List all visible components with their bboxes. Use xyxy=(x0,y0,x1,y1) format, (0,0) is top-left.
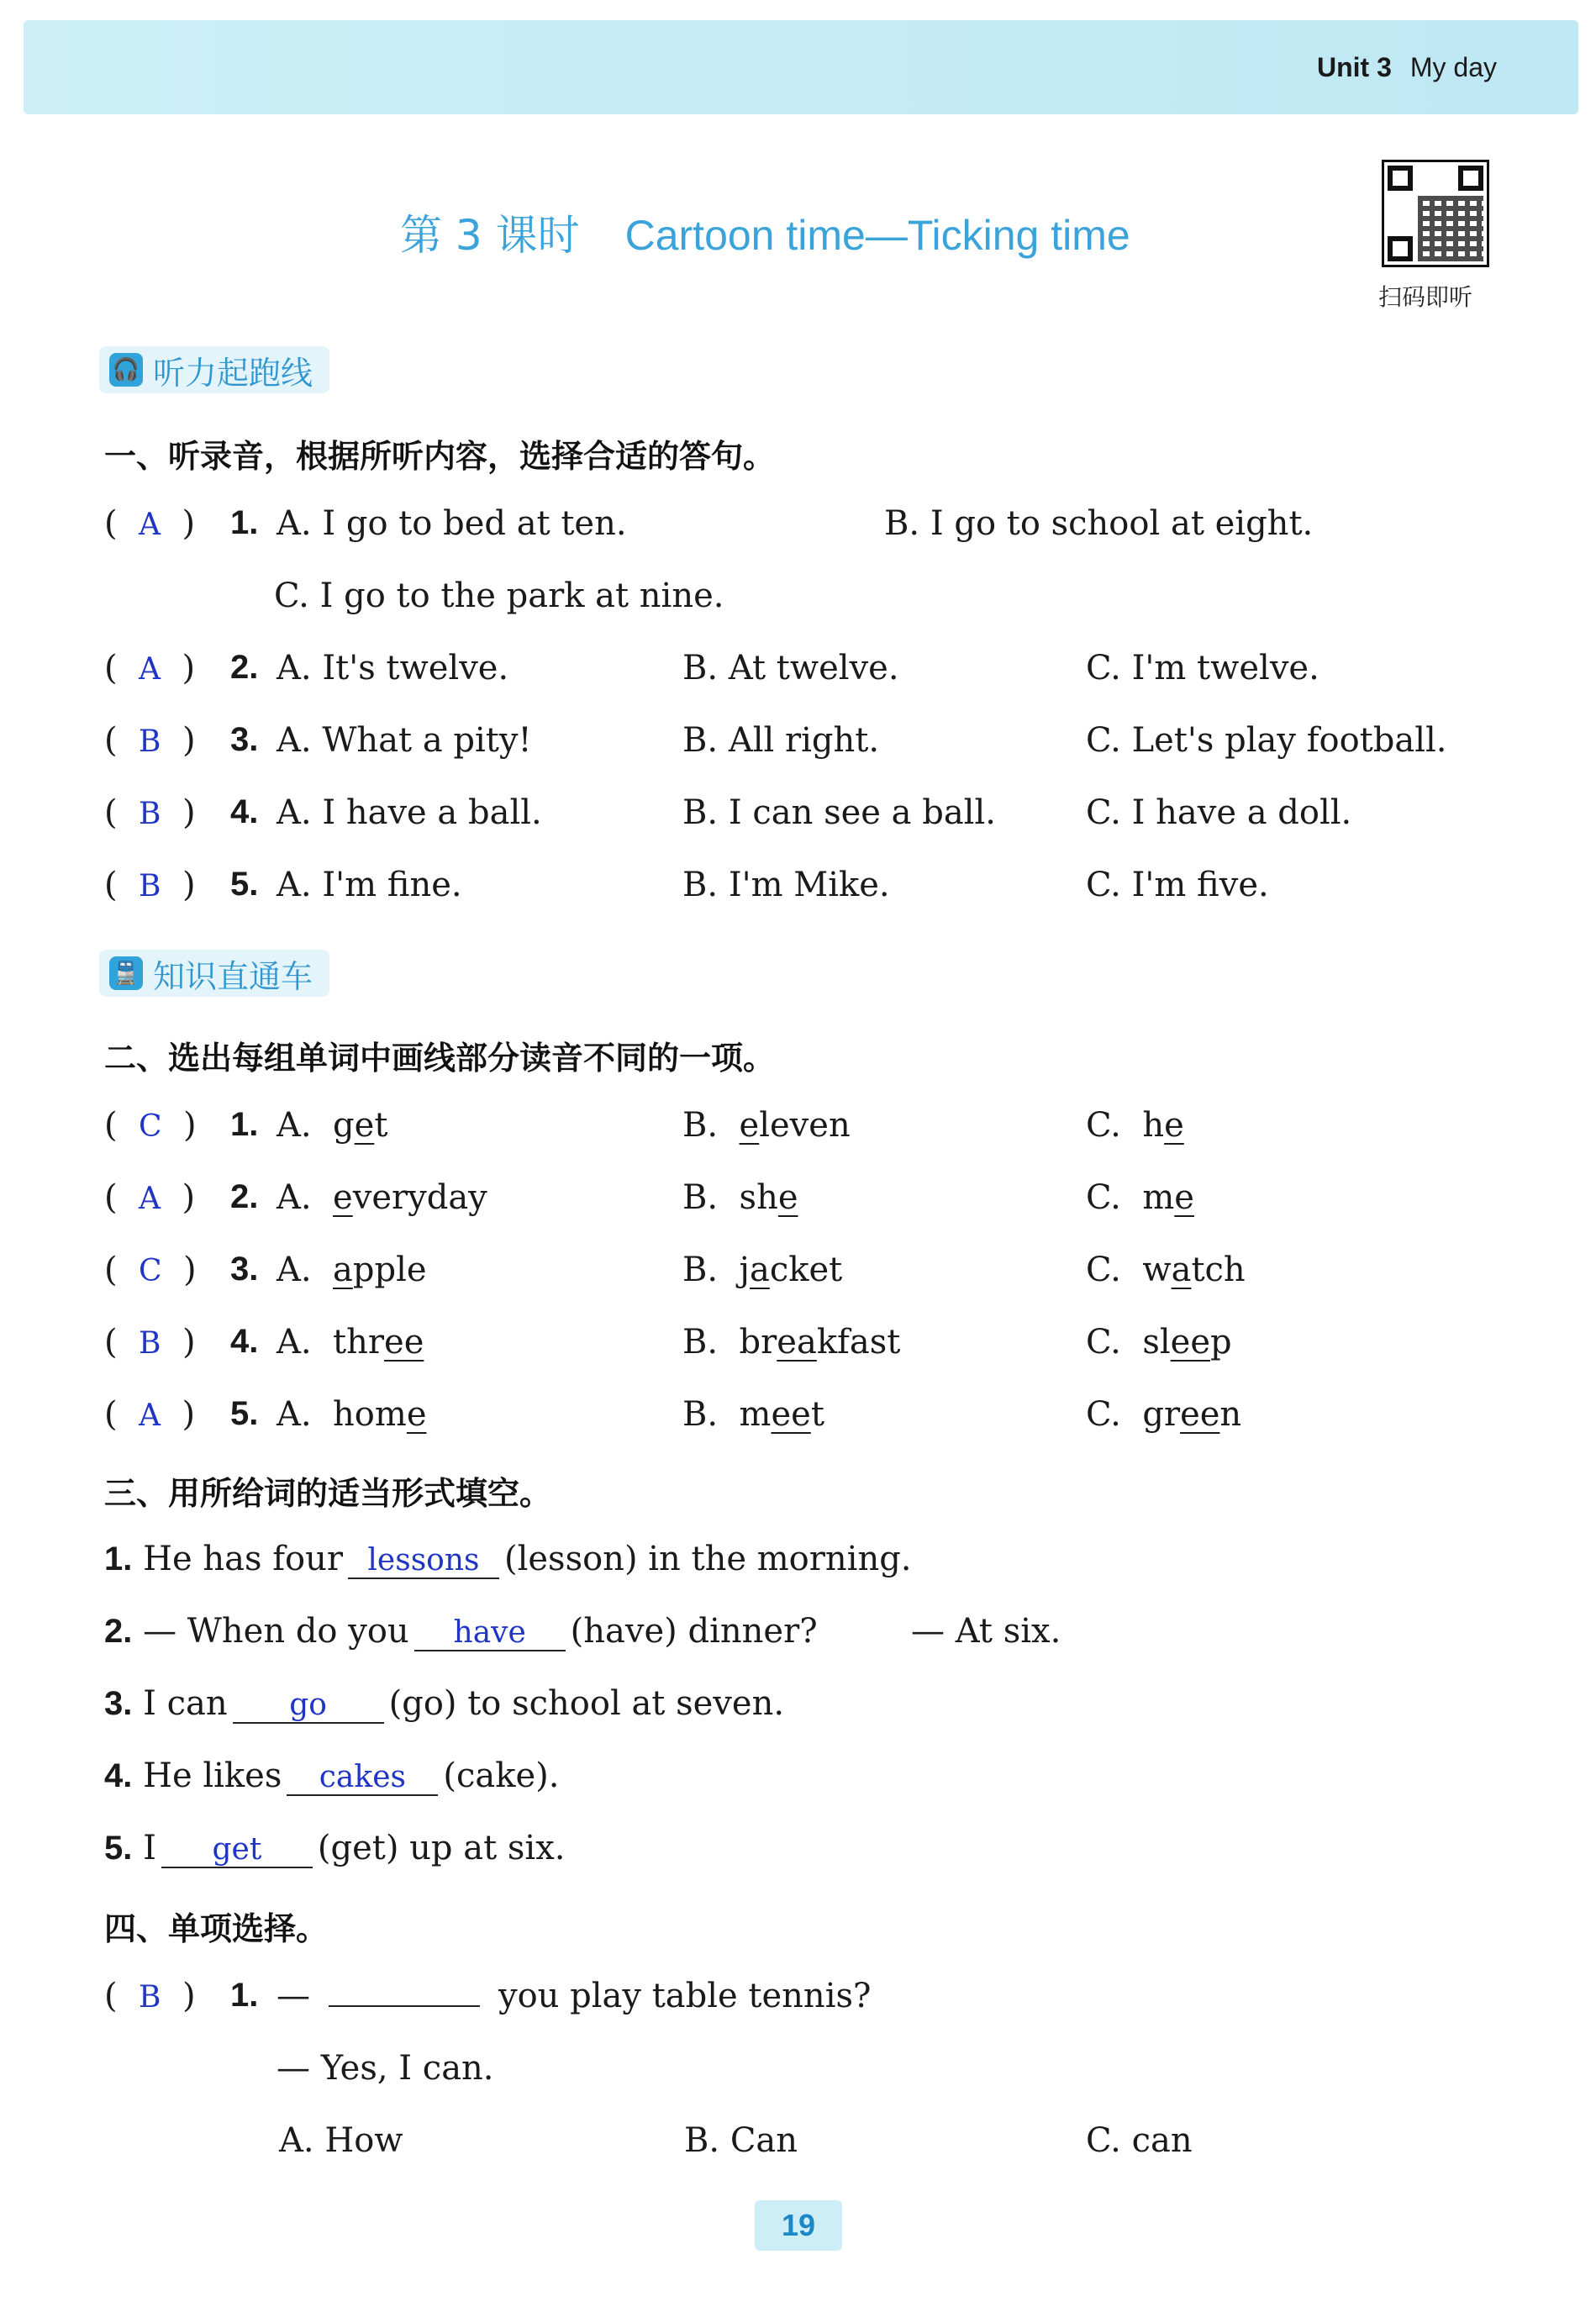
answer-paren: ( A ) xyxy=(104,504,196,543)
item-number: 5. xyxy=(230,1395,259,1432)
unit-label: Unit 3 xyxy=(1316,52,1392,82)
option-a: A. I have a ball. xyxy=(277,793,542,832)
lesson-title xyxy=(400,202,1130,262)
fill-sentence: 4. He likes cakes (cake). xyxy=(104,1757,560,1795)
listening-banner xyxy=(99,346,329,393)
answer-value: C xyxy=(139,1254,162,1288)
answer-value: A xyxy=(139,1182,161,1216)
fill-sentence: 2. — When do you have (have) dinner? xyxy=(104,1612,818,1651)
unit-topic: My day xyxy=(1409,52,1497,82)
answer-paren: ( A ) xyxy=(104,649,196,687)
answer-paren: ( A ) xyxy=(104,1395,196,1434)
part1-heading: 一、听录音，根据所听内容，选择合适的答句。 xyxy=(104,438,776,475)
option-a: A. I'm fine. xyxy=(277,866,462,904)
option-b: B. I go to school at eight. xyxy=(884,504,1314,543)
question-text: — you play table tennis? xyxy=(277,1977,872,2015)
answer-value: B xyxy=(139,1980,161,2015)
answer-paren: ( C ) xyxy=(104,1251,197,1289)
qr-caption: 扫码即听 xyxy=(1378,283,1473,311)
option-a: A. How xyxy=(279,2121,403,2160)
option-c: C. I'm five. xyxy=(1086,866,1269,904)
option-c: C. he xyxy=(1086,1106,1184,1145)
answer-paren: ( B ) xyxy=(104,1323,196,1362)
option-b: B. Can xyxy=(684,2121,798,2160)
headphones-icon: 🎧 xyxy=(109,353,143,387)
lesson-subtitle: Cartoon time—Ticking time xyxy=(624,212,1130,259)
option-c: C. can xyxy=(1086,2121,1193,2160)
option-a: A. It's twelve. xyxy=(277,649,509,687)
item-number: 2. xyxy=(230,649,259,686)
item-number: 4. xyxy=(230,1323,259,1360)
option-b: B. I'm Mike. xyxy=(682,866,890,904)
item-number: 3. xyxy=(230,1251,259,1288)
item-number: 1. xyxy=(230,1977,259,2014)
option-c: C. me xyxy=(1086,1178,1194,1217)
option-b: B. At twelve. xyxy=(682,649,899,687)
option-c: C. I go to the park at nine. xyxy=(274,577,724,615)
option-b: B. All right. xyxy=(682,721,880,760)
option-a: A. What a pity! xyxy=(277,721,532,760)
lesson-number: 第 3 课时 xyxy=(400,211,580,260)
answer-value: B xyxy=(139,869,161,903)
option-a: A. everyday xyxy=(277,1178,487,1217)
option-c: C. Let's play football. xyxy=(1086,721,1447,760)
fill-sentence: 3. I can go (go) to school at seven. xyxy=(104,1684,785,1723)
question-blank[interactable] xyxy=(329,2005,480,2007)
option-c: C. I'm twelve. xyxy=(1086,649,1319,687)
item-number: 3. xyxy=(230,721,259,758)
option-c: C. sleep xyxy=(1086,1323,1232,1362)
option-b: B. jacket xyxy=(682,1251,843,1289)
option-c: C. I have a doll. xyxy=(1086,793,1352,832)
fill-blank[interactable]: get xyxy=(161,1832,313,1868)
unit-header xyxy=(1317,52,1497,83)
option-b: B. eleven xyxy=(682,1106,851,1145)
answer-paren: ( A ) xyxy=(104,1178,196,1217)
option-b: B. I can see a ball. xyxy=(682,793,996,832)
option-b: B. she xyxy=(682,1178,798,1217)
answer-value: C xyxy=(139,1109,162,1144)
answer-value: A xyxy=(139,652,161,687)
reply-text: — At six. xyxy=(911,1612,1061,1651)
fill-blank[interactable]: cakes xyxy=(287,1760,438,1796)
item-number: 1. xyxy=(230,1106,259,1143)
option-b: B. breakfast xyxy=(682,1323,901,1362)
option-b: B. meet xyxy=(682,1395,824,1434)
item-number: 1. xyxy=(230,504,259,541)
part4-heading: 四、单项选择。 xyxy=(104,1910,329,1947)
answer-paren: ( B ) xyxy=(104,721,196,760)
fill-sentence: 5. I get (get) up at six. xyxy=(104,1829,566,1867)
part2-heading: 二、选出每组单词中画线部分读音不同的一项。 xyxy=(104,1040,776,1077)
fill-sentence: 1. He has four lessons (lesson) in the morning. xyxy=(104,1540,912,1578)
answer-paren: ( B ) xyxy=(104,793,196,832)
option-a: A. home xyxy=(277,1395,427,1434)
part3-heading: 三、用所给词的适当形式填空。 xyxy=(104,1475,552,1512)
item-number: 4. xyxy=(230,793,259,830)
answer-paren: ( B ) xyxy=(104,1977,196,2015)
option-c: C. watch xyxy=(1086,1251,1246,1289)
option-a: A. apple xyxy=(277,1251,427,1289)
page-number: 19 xyxy=(755,2200,842,2251)
item-number: 5. xyxy=(230,866,259,903)
item-number: 2. xyxy=(230,1178,259,1215)
reply-text: — Yes, I can. xyxy=(277,2049,494,2088)
fill-blank[interactable]: lessons xyxy=(348,1543,499,1579)
option-a: A. I go to bed at ten. xyxy=(277,504,627,543)
answer-value: A xyxy=(139,508,161,542)
option-c: C. green xyxy=(1086,1395,1242,1434)
fill-blank[interactable]: have xyxy=(414,1615,566,1651)
answer-paren: ( B ) xyxy=(104,866,196,904)
answer-value: B xyxy=(139,1326,161,1361)
listening-banner-label: 听力起跑线 xyxy=(153,354,313,392)
qr-code-icon[interactable] xyxy=(1382,160,1489,267)
answer-value: B xyxy=(139,724,161,759)
knowledge-banner-label: 知识直通车 xyxy=(153,957,313,995)
option-a: A. get xyxy=(277,1106,388,1145)
fill-blank[interactable]: go xyxy=(233,1688,384,1724)
knowledge-banner xyxy=(99,950,329,997)
answer-value: A xyxy=(139,1398,161,1433)
answer-value: B xyxy=(139,797,161,831)
train-icon: 🚆 xyxy=(109,956,143,990)
option-a: A. three xyxy=(277,1323,424,1362)
answer-paren: ( C ) xyxy=(104,1106,197,1145)
